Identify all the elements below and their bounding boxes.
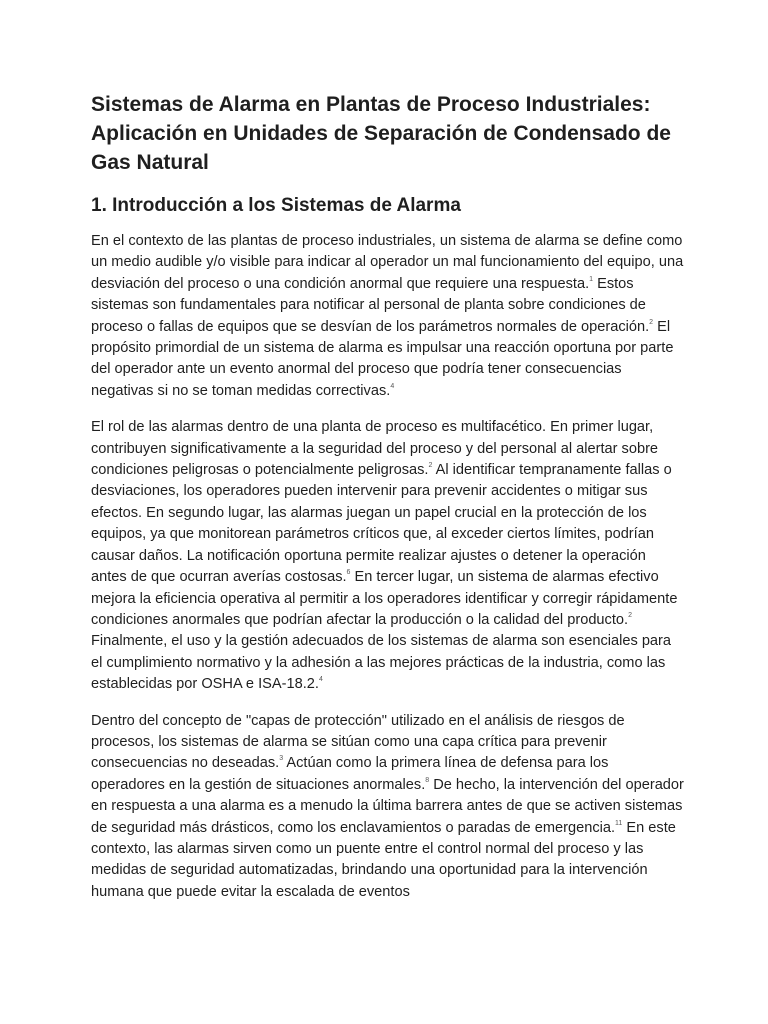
document-body bbox=[91, 231, 685, 903]
paragraph-text: En este contexto, las alarmas sirven como un puente entre el control normal del proceso y las medidas de seguridad automatizadas, brindando una oportunidad para la intervención humana que puede evitar la escalada de eventos bbox=[91, 819, 676, 900]
paragraph-text: El rol de las alarmas dentro de una planta de proceso es multifacético. En primer lugar, contribuyen significativamente a la seguridad del proceso y del personal al alertar sobre condiciones peligrosas o potencialmente peligrosas. bbox=[91, 419, 659, 479]
paragraph-text: El propósito primordial de un sistema de alarma es impulsar una reacción oportuna por parte del operador ante un evento anormal del proceso que podría tener consecuencias negativas si no se toman medidas correctivas. bbox=[91, 318, 674, 399]
paragraph-text: Estos sistemas son fundamentales para notificar al personal de planta sobre condiciones de proceso o fallas de equipos que se desvían de los parámetros normales de operación. bbox=[91, 275, 650, 335]
paragraph bbox=[91, 231, 685, 402]
paragraph bbox=[91, 711, 685, 904]
paragraph-text: En tercer lugar, un sistema de alarmas efectivo mejora la eficiencia operativa al permitir a los operadores identificar y corregir rápidamente condiciones anormales que podrían afectar la producción o la calidad del producto. bbox=[91, 569, 678, 628]
footnote-reference[interactable]: 4 bbox=[390, 382, 395, 390]
paragraph bbox=[91, 417, 685, 695]
footnote-reference[interactable]: 4 bbox=[318, 676, 323, 684]
footnote-reference[interactable]: 6 bbox=[346, 569, 351, 577]
paragraph-text: Dentro del concepto de "capas de protección" utilizado en el análisis de riesgos de procesos, los sistemas de alarma se sitúan como una capa crítica para prevenir consecuencias no deseadas. bbox=[91, 712, 625, 772]
section-heading: 1. Introducción a los Sistemas de Alarma bbox=[91, 195, 461, 216]
footnote-reference[interactable]: 2 bbox=[428, 462, 433, 470]
footnote-reference[interactable]: 3 bbox=[279, 755, 284, 763]
footnote-reference[interactable]: 1 bbox=[589, 275, 594, 283]
paragraph-text: Actúan como la primera línea de defensa para los operadores en la gestión de situaciones anormales. bbox=[91, 755, 609, 793]
paragraph-text: Finalmente, el uso y la gestión adecuados de los sistemas de alarma son esenciales para el cumplimiento normativo y la adhesión a las mejores prácticas de la industria, como las establecidas por OSHA e ISA-18.2. bbox=[91, 633, 672, 693]
footnote-reference[interactable]: 2 bbox=[628, 611, 632, 619]
paragraph-text: De hecho, la intervención del operador en respuesta a una alarma es a menudo la última barrera antes de que se activen sistemas de seguridad más drásticos, como los enclavamientos o paradas de emergencia. bbox=[91, 776, 684, 836]
footnote-reference[interactable]: 11 bbox=[615, 819, 623, 827]
document-title: Sistemas de Alarma en Plantas de Proceso Industriales: Aplicación en Unidades de Separación de Condensado de Gas Natural bbox=[91, 93, 671, 174]
paragraph-text: En el contexto de las plantas de proceso industriales, un sistema de alarma se define como un medio audible y/o visible para indicar al operador un mal funcionamiento del equipo, una desviación del proceso o una condición anormal que requiere una respuesta. bbox=[91, 233, 684, 292]
footnote-reference[interactable]: 8 bbox=[425, 776, 430, 784]
footnote-reference[interactable]: 2 bbox=[649, 318, 654, 326]
paragraph-text: Al identificar tempranamente fallas o desviaciones, los operadores pueden intervenir para prevenir accidentes o mitigar sus efectos. En segundo lugar, las alarmas juegan un papel crucial en la protección de los equipos, ya que monitorean parámetros críticos que, al exceder ciertos límites, podrían causar daños. La notificación oportuna permite realizar ajustes o detener la operación antes de que ocurran averías costosas. bbox=[91, 462, 672, 586]
